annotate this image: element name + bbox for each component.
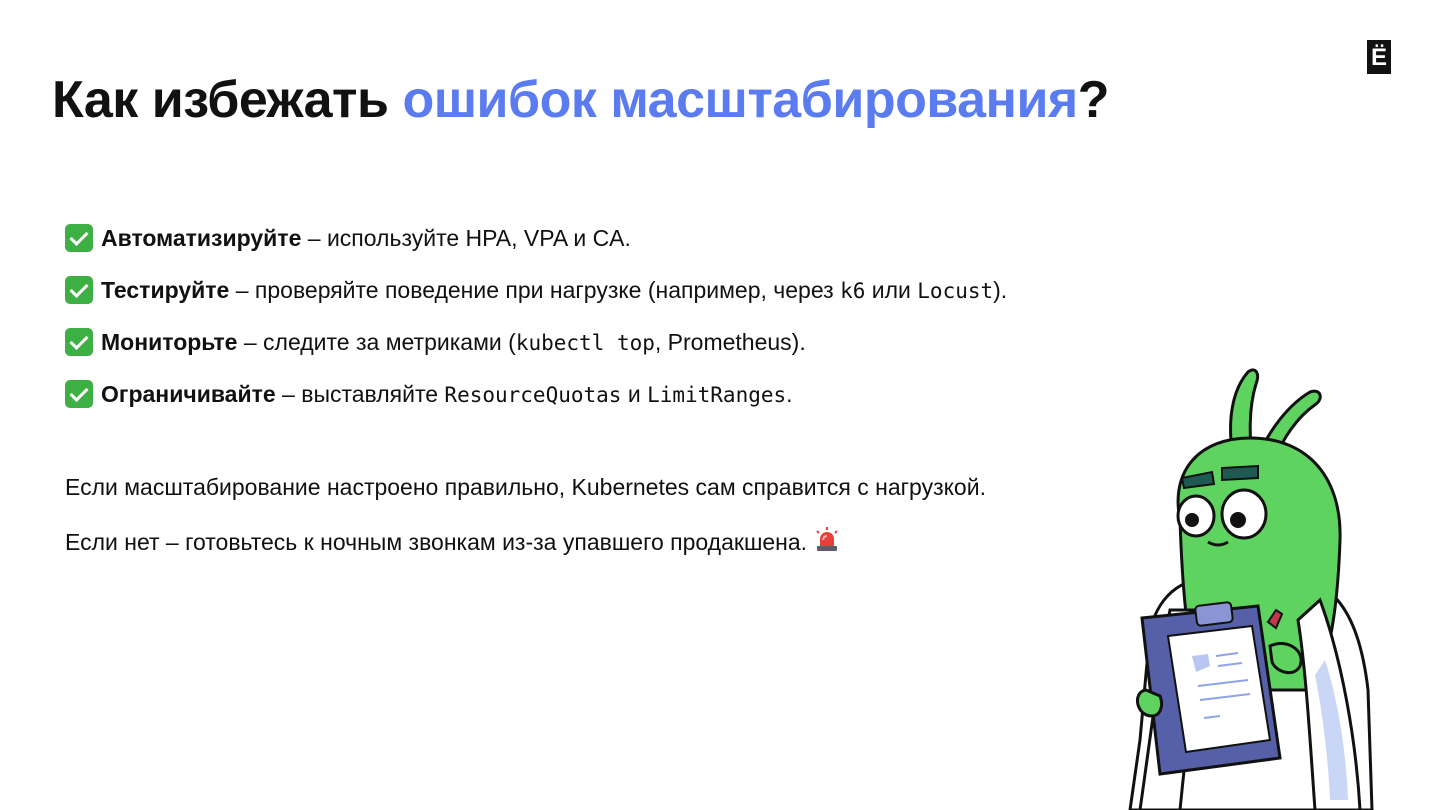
tip-automate-text: – используйте HPA, VPA и CA. bbox=[301, 225, 631, 251]
tip-automate-title: Автоматизируйте bbox=[101, 225, 302, 251]
check-mark-icon bbox=[65, 276, 93, 304]
tip-monitor-title: Мониторьте bbox=[101, 328, 238, 355]
brand-logo: Ё bbox=[1367, 40, 1391, 74]
title-highlight: ошибок масштабирования bbox=[402, 71, 1078, 129]
tip-monitor-text: – следите за метриками ( bbox=[237, 328, 516, 355]
check-mark-icon bbox=[65, 380, 93, 408]
tip-limit bbox=[65, 368, 1007, 420]
check-mark-icon bbox=[65, 224, 93, 252]
title-suffix: ? bbox=[1077, 71, 1110, 129]
tip-limit-text-middle: и bbox=[621, 380, 648, 407]
tip-limit-title: Ограничивайте bbox=[101, 380, 276, 407]
tip-test-text-end: ). bbox=[993, 276, 1008, 303]
page-title bbox=[52, 70, 1109, 130]
tip-test bbox=[65, 264, 1007, 316]
code-limitranges: LimitRanges bbox=[647, 382, 787, 407]
conclusion-negative bbox=[65, 526, 841, 560]
tip-limit-text-end: . bbox=[786, 380, 793, 407]
green-mascot-illustration bbox=[1110, 360, 1410, 810]
tip-monitor-text-end: , Prometheus). bbox=[654, 328, 806, 355]
tip-test-text: – проверяйте поведение при нагрузке (например, через bbox=[229, 276, 841, 303]
code-k6: k6 bbox=[840, 278, 866, 303]
tip-test-text-middle: или bbox=[865, 276, 918, 303]
title-prefix: Как избежать bbox=[52, 71, 403, 129]
tip-automate bbox=[65, 212, 1007, 264]
siren-icon bbox=[813, 526, 841, 560]
code-locust: Locust bbox=[917, 278, 994, 303]
tip-limit-text: – выставляйте bbox=[275, 380, 445, 407]
conclusion-positive: Если масштабирование настроено правильно, Kubernetes сам справится с нагрузкой. bbox=[65, 474, 986, 500]
tip-monitor bbox=[65, 316, 1007, 368]
tip-test-title: Тестируйте bbox=[101, 276, 230, 303]
conclusion-negative-text: Если нет – готовьтесь к ночным звонкам из-за упавшего продакшена. bbox=[65, 529, 808, 555]
check-mark-icon bbox=[65, 328, 93, 356]
code-resourcequotas: ResourceQuotas bbox=[444, 382, 622, 407]
code-kubectl-top: kubectl top bbox=[515, 330, 655, 355]
tips-list bbox=[65, 212, 1007, 420]
